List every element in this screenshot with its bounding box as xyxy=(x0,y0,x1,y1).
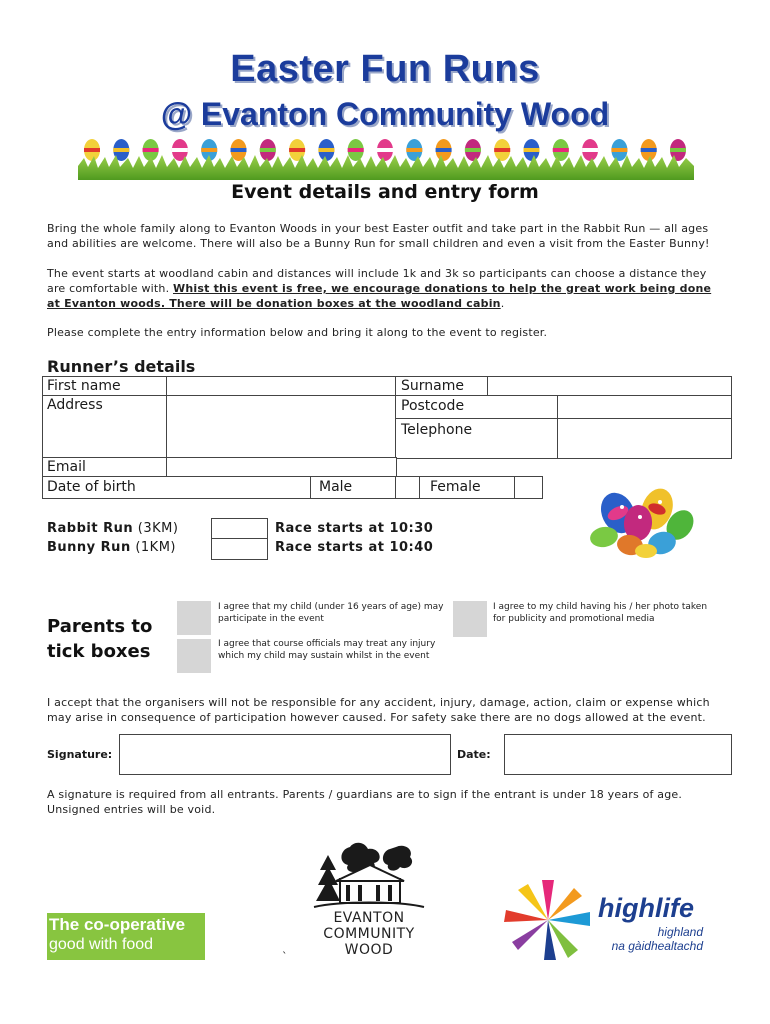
female-checkbox[interactable] xyxy=(514,476,543,499)
evanton-wood-logo-text xyxy=(290,910,448,958)
donation-notice: Whist this event is free, we encourage donations to help the great work being done at Evanton woods. There will be donation boxes at the woodland cabin xyxy=(47,282,712,310)
evanton-logo-line1: EVANTON xyxy=(333,910,405,926)
coop-logo-line1: The co-operative xyxy=(49,915,186,934)
first-name-label-cell xyxy=(42,376,168,397)
signature-note: A signature is required from all entrants. Parents / guardians are to sign if the entrant is under 18 years of age. Unsigned entries will be void. xyxy=(47,788,683,816)
rabbit-run-label xyxy=(47,521,178,536)
rabbit-run-name: Rabbit Run xyxy=(47,521,134,536)
easter-egg-stripe xyxy=(436,148,452,152)
date-field[interactable] xyxy=(504,734,732,775)
coop-logo xyxy=(47,913,205,960)
easter-egg-stripe xyxy=(641,148,657,152)
easter-egg-stripe xyxy=(377,148,393,152)
bunny-run-distance: (1KM) xyxy=(130,540,176,555)
page-subtitle: @ Evanton Community Wood xyxy=(160,96,610,132)
male-label-cell xyxy=(310,476,397,499)
highlife-logo-subtitle xyxy=(598,925,703,953)
consent-participate-checkbox[interactable] xyxy=(177,601,211,635)
highlife-star-icon xyxy=(498,878,598,960)
rabbit-run-distance: (3KM) xyxy=(133,521,179,536)
easter-egg-stripe xyxy=(260,148,276,152)
surname-label: Surname xyxy=(401,378,464,394)
highlife-logo-word: highlife xyxy=(598,893,694,923)
postcode-label-cell xyxy=(395,395,559,420)
bunny-run-checkbox[interactable] xyxy=(211,538,268,560)
easter-egg-stripe xyxy=(494,148,510,152)
surname-label-cell xyxy=(395,376,489,397)
highlife-logo-line2: highland xyxy=(657,925,703,939)
male-label: Male xyxy=(319,479,353,495)
bunny-run-name: Bunny Run xyxy=(47,540,131,555)
easter-egg-stripe xyxy=(524,148,540,152)
bunny-run-start-time: Race starts at 10:40 xyxy=(275,540,434,555)
telephone-label-cell xyxy=(395,418,559,459)
easter-egg-stripe xyxy=(553,148,569,152)
coop-logo-line2: good with food xyxy=(49,936,154,953)
intro-paragraph-2 xyxy=(47,266,727,311)
easter-egg-stripe xyxy=(289,148,305,152)
page-title: Easter Fun Runs xyxy=(230,48,540,90)
telephone-label: Telephone xyxy=(401,422,473,438)
easter-egg-stripe xyxy=(143,148,159,152)
easter-egg-stripe xyxy=(582,148,598,152)
easter-egg-stripe xyxy=(406,148,422,152)
rabbit-run-start-time: Race starts at 10:30 xyxy=(275,521,434,536)
address-field[interactable] xyxy=(166,395,397,459)
signature-field[interactable] xyxy=(119,734,451,775)
easter-egg-stripe xyxy=(113,148,129,152)
male-checkbox[interactable] xyxy=(395,476,421,499)
first-name-label: First name xyxy=(47,378,121,394)
email-label-cell xyxy=(42,457,168,478)
intro-paragraph-2-start: The event starts at woodland cabin and distances will include 1k and 3k so participants can choose a distance they are comfortable with. xyxy=(47,267,707,295)
bunny-run-label xyxy=(47,540,176,555)
stray-mark: ` xyxy=(282,950,288,963)
easter-eggs-picture xyxy=(582,485,700,560)
consent-photo-checkbox[interactable] xyxy=(453,601,487,637)
runner-details-title: Runner’s details xyxy=(47,357,196,376)
intro-paragraph-1: Bring the whole family along to Evanton Woods in your best Easter outfit and take part in the Rabbit Run — all ages and abilities are welcome. There will also be a Bunny Run for small children and even a visit from the Easter Bunny! xyxy=(47,222,710,250)
first-name-field[interactable] xyxy=(166,376,397,397)
parents-tick-title xyxy=(47,614,152,664)
email-field[interactable] xyxy=(166,457,397,478)
easter-egg-stripe xyxy=(611,148,627,152)
telephone-field[interactable] xyxy=(557,418,732,459)
easter-egg-stripe xyxy=(172,148,188,152)
consent-photo-text: I agree to my child having his / her photo taken for publicity and promotional media xyxy=(493,602,708,624)
easter-egg-stripe xyxy=(348,148,364,152)
easter-egg-stripe xyxy=(465,148,481,152)
postcode-label: Postcode xyxy=(401,398,465,414)
rabbit-run-checkbox[interactable] xyxy=(211,518,268,539)
address-label: Address xyxy=(47,397,103,413)
surname-field[interactable] xyxy=(487,376,732,397)
intro-paragraph-3: Please complete the entry information below and bring it along to the event to register. xyxy=(47,326,548,339)
easter-egg-stripe xyxy=(201,148,217,152)
parents-tick-title-line2: tick boxes xyxy=(47,641,151,662)
female-label-cell xyxy=(419,476,516,499)
easter-eggs-banner xyxy=(78,130,694,180)
evanton-logo-line2: COMMUNITY xyxy=(323,926,415,942)
date-label: Date: xyxy=(457,748,491,761)
easter-egg-stripe xyxy=(318,148,334,152)
consent-participate-text: I agree that my child (under 16 years of age) may participate in the event xyxy=(218,602,444,624)
parents-tick-title-line1: Parents to xyxy=(47,616,153,637)
dob-label: Date of birth xyxy=(47,479,136,495)
easter-egg-stripe xyxy=(231,148,247,152)
signature-label: Signature: xyxy=(47,748,113,761)
postcode-field[interactable] xyxy=(557,395,732,420)
dob-label-cell xyxy=(42,476,312,499)
consent-treatment-text: I agree that course officials may treat any injury which my child may sustain whilst in the event xyxy=(218,639,436,661)
evanton-wood-logo-picture xyxy=(310,835,428,915)
intro-paragraph-2-end: . xyxy=(500,297,505,310)
easter-egg-stripe xyxy=(84,148,100,152)
highlife-logo-line3: na gàidhealtachd xyxy=(611,939,703,953)
female-label: Female xyxy=(430,479,481,495)
address-label-cell xyxy=(42,395,168,459)
consent-treatment-checkbox[interactable] xyxy=(177,639,211,673)
easter-egg-stripe xyxy=(670,148,686,152)
disclaimer-text: I accept that the organisers will not be responsible for any accident, injury, damage, action, claim or expense which may arise in consequence of participation however caused. For safety sake there are no dogs allowed at the event. xyxy=(47,696,710,724)
evanton-logo-line3: WOOD xyxy=(344,942,394,958)
form-heading: Event details and entry form xyxy=(231,181,539,203)
email-label: Email xyxy=(47,459,86,475)
